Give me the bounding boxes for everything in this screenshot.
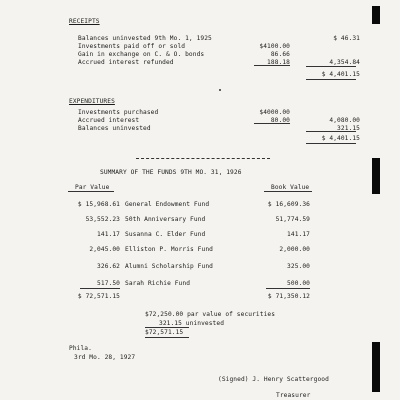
scan-edge-mark-middle (372, 158, 380, 194)
fund-name: Sarah Richie Fund (125, 280, 191, 287)
receipts-accrued-total: 4,354.84 (329, 59, 360, 66)
fund-par-value: $ 15,968.61 (77, 201, 120, 208)
footer-signature: (Signed) J. Henry Scattergood (218, 376, 329, 383)
receipts-gain-label: Gain in exchange on C. & O. bonds (78, 51, 205, 58)
fund-book-value: $ 16,609.36 (267, 201, 310, 208)
section-divider (136, 158, 270, 159)
receipts-investments-amount: $4100.00 (259, 43, 290, 50)
scan-edge-mark-bottom (372, 342, 380, 392)
receipts-accrued-label: Accrued interest refunded (78, 59, 174, 66)
summary-title: SUMMARY OF THE FUNDS 9TH MO. 31, 1926 (100, 169, 242, 176)
expenditures-purchased-amount: $4000.00 (259, 109, 290, 116)
fund-book-value: 141.17 (287, 231, 310, 238)
fund-par-value: 2,045.00 (89, 246, 120, 253)
expenditures-total-rule (306, 131, 356, 132)
receipts-total-rule (306, 66, 356, 67)
expenditures-purchased-label: Investments purchased (78, 109, 159, 116)
expenditures-uninvested-label: Balances uninvested (78, 125, 151, 132)
summary-par-total: $ 72,571.15 (77, 293, 120, 300)
fund-par-value: 517.50 (97, 280, 120, 287)
fund-name: 50th Anniversary Fund (125, 216, 206, 223)
recap-rule (145, 327, 189, 328)
receipts-heading: RECEIPTS (69, 18, 100, 25)
scan-edge-mark-top (372, 6, 380, 24)
summary-book-total-rule (266, 288, 310, 289)
receipts-double-rule (306, 79, 356, 80)
footer-date: 3rd Mo. 28, 1927 (74, 354, 136, 361)
summary-col-par-rule (68, 191, 114, 192)
summary-col-par: Par Value (75, 184, 110, 191)
expenditures-accrued-total: 4,080.00 (329, 117, 360, 124)
receipts-investments-label: Investments paid off or sold (78, 43, 186, 50)
receipts-gain-amount: 86.66 (270, 51, 290, 58)
recap-total: $72,571.15 (145, 329, 184, 336)
fund-name: Alumni Scholarship Fund (125, 263, 213, 270)
expenditures-accrued-label: Accrued interest (78, 117, 140, 124)
footer-title: Treasurer (276, 392, 311, 399)
expenditures-total: $ 4,401.15 (321, 135, 360, 142)
expenditures-subtotal-rule (254, 123, 290, 124)
summary-book-total: $ 71,350.12 (267, 293, 310, 300)
expenditures-uninvested-amount: 321.15 (337, 125, 360, 132)
summary-par-total-rule (80, 288, 120, 289)
receipts-subtotal-rule (254, 65, 290, 66)
fund-par-value: 326.62 (97, 263, 120, 270)
expenditures-double-rule (306, 143, 356, 144)
fund-name: Elliston P. Morris Fund (125, 246, 213, 253)
expenditures-accrued-amount: 80.00 (270, 117, 290, 124)
scan-speck (219, 89, 221, 91)
expenditures-heading: EXPENDITURES (69, 98, 115, 105)
fund-par-value: 53,552.23 (85, 216, 120, 223)
fund-book-value: 325.00 (287, 263, 310, 270)
receipts-accrued-amount: 188.18 (267, 59, 290, 66)
fund-book-value: 51,774.59 (275, 216, 310, 223)
recap-double-rule (145, 337, 189, 338)
recap-uninvested: 321.15 uninvested (159, 320, 225, 327)
footer-place: Phila. (69, 345, 92, 352)
receipts-balance-label: Balances uninvested 9th Mo. 1, 1925 (78, 35, 212, 42)
fund-book-value: 2,000.00 (279, 246, 310, 253)
recap-securities: $72,250.00 par value of securities (145, 311, 276, 318)
summary-col-book: Book Value (271, 184, 310, 191)
receipts-balance-amount: $ 46.31 (333, 35, 360, 42)
fund-name: Susanna C. Elder Fund (125, 231, 206, 238)
fund-par-value: 141.17 (97, 231, 120, 238)
receipts-total: $ 4,401.15 (321, 71, 360, 78)
fund-name: General Endowment Fund (125, 201, 210, 208)
summary-col-book-rule (264, 191, 312, 192)
fund-book-value: 500.00 (287, 280, 310, 287)
